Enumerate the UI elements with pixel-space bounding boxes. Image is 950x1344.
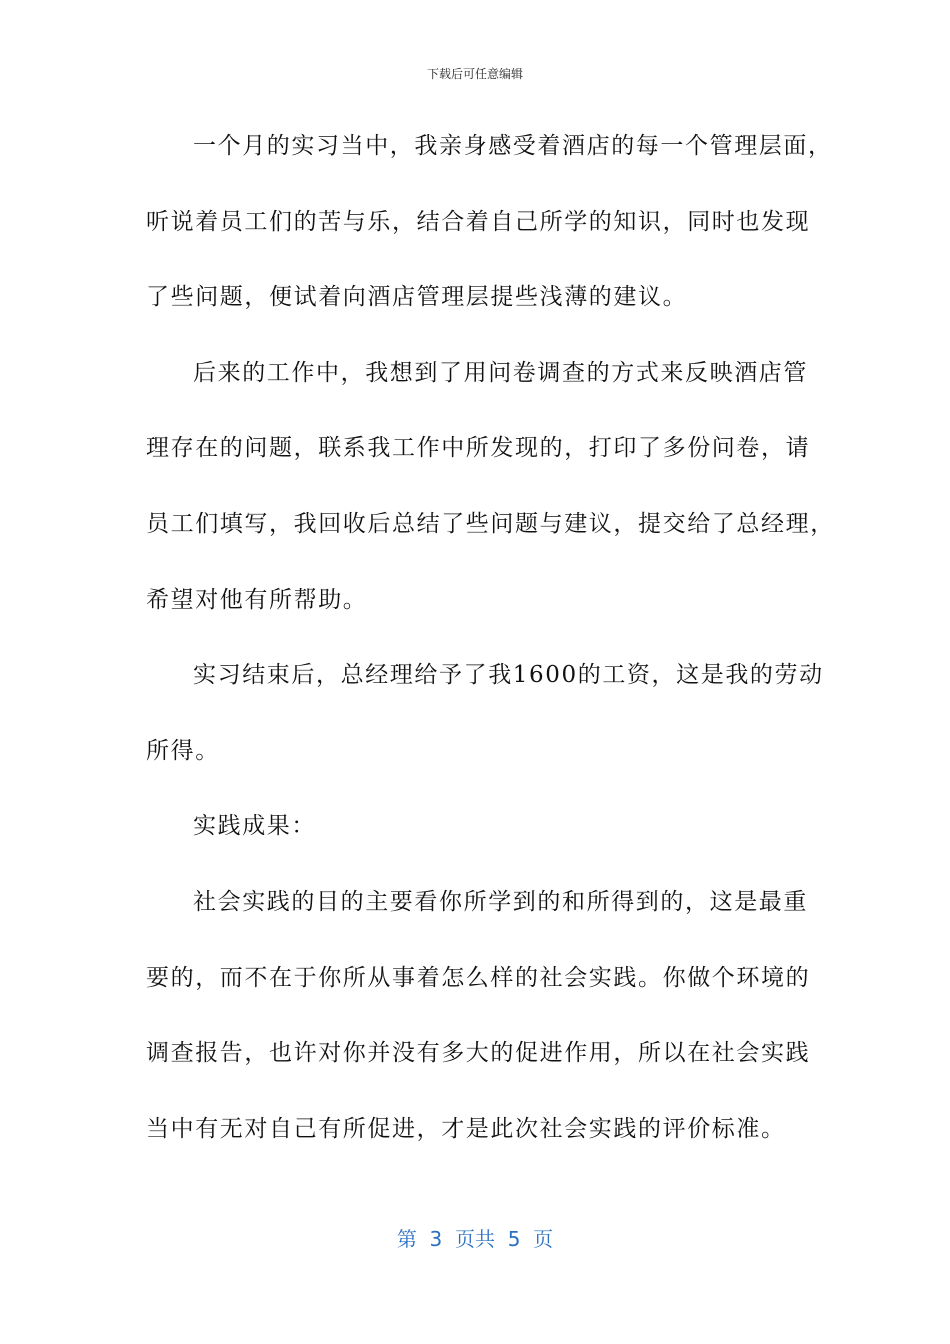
paragraph-line: 要的，而不在于你所从事着怎么样的社会实践。你做个环境的 [146,964,811,991]
paragraph-line: 一个月的实习当中，我亲身感受着酒店的每一个管理层面， [193,133,833,159]
page-header-note: 下载后可任意编辑 [426,67,523,81]
paragraph-line: 实习结束后，总经理给予了我1600的工资，这是我的劳动 [193,662,824,689]
document-body [146,124,835,1182]
section-heading: 实践成果： [193,813,316,840]
paragraph-line: 社会实践的目的主要看你所学到的和所得到的，这是最重 [193,888,808,915]
paragraph-line: 理存在的问题，联系我工作中所发现的，打印了多份问卷，请 [146,435,811,462]
paragraph-line: 员工们填写，我回收后总结了些问题与建议，提交给了总经理， [146,510,835,537]
paragraph-line: 调查报告，也许对你并没有多大的促进作用，所以在社会实践 [146,1040,811,1067]
paragraph-line: 希望对他有所帮助。 [146,586,368,613]
paragraph-line: 所得。 [146,737,220,764]
paragraph-line: 听说着员工们的苦与乐，结合着自己所学的知识，同时也发现 [146,208,811,235]
paragraph-line: 后来的工作中，我想到了用问卷调查的方式来反映酒店管 [193,359,808,386]
paragraph-line: 了些问题，便试着向酒店管理层提些浅薄的建议。 [146,284,688,311]
paragraph-line: 当中有无对自己有所促进，才是此次社会实践的评价标准。 [146,1115,786,1142]
page-number-footer: 第 3 页共 5 页 [396,1227,554,1251]
